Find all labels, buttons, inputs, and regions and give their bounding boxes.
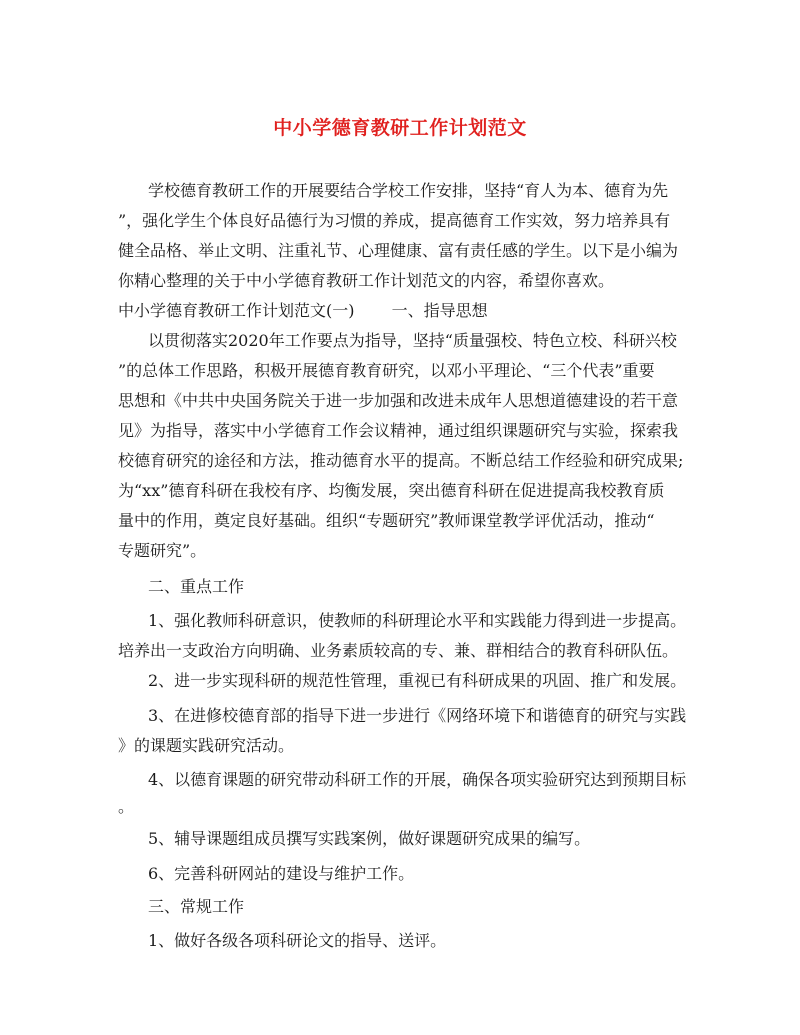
paragraph-line: 。 [118, 797, 135, 816]
paragraph-line: 为“xx”德育科研在我校有序、均衡发展，突出德育科研在促进提高我校教育质 [118, 481, 665, 500]
paragraph-line: ”，强化学生个体良好品德行为习惯的养成，提高德育工作实效，努力培养具有 [118, 211, 671, 230]
document-title: 中小学德育教研工作计划范文 [273, 117, 527, 139]
paragraph-line: 健全品格、举止文明、注重礼节、心理健康、富有责任感的学生。以下是小编为 [118, 241, 679, 260]
paragraph-line: 见》为指导，落实中小学德育工作会议精神，通过组织课题研究与实验，探索我 [118, 421, 679, 440]
paragraph-line: 专题研究”。 [118, 541, 207, 560]
paragraph-line: 思想和《中共中央国务院关于进一步加强和改进未成年人思想道德建设的若干意 [118, 391, 679, 410]
list-item: 4、以德育课题的研究带动科研工作的开展，确保各项实验研究达到预期目标 [148, 770, 687, 789]
paragraph-line: 》的课题实践研究活动。 [118, 736, 295, 755]
section-heading: 三、常规工作 [148, 897, 245, 916]
section-heading-line: 中小学德育教研工作计划范文(一) 一、指导思想 [118, 301, 488, 320]
paragraph-line: 培养出一支政治方向明确、业务素质较高的专、兼、群相结合的教育科研队伍。 [118, 641, 679, 660]
paragraph-line: 以贯彻落实2020年工作要点为指导，坚持“质量强校、特色立校、科研兴校 [148, 331, 677, 350]
paragraph-line: 校德育研究的途径和方法，推动德育水平的提高。不断总结工作经验和研究成果; [118, 451, 684, 470]
list-item: 5、辅导课题组成员撰写实践案例，做好课题研究成果的编写。 [148, 829, 591, 848]
list-item: 6、完善科研网站的建设与维护工作。 [148, 864, 415, 883]
list-item: 1、强化教师科研意识，使教师的科研理论水平和实践能力得到进一步提高。 [148, 611, 687, 630]
list-item: 2、进一步实现科研的规范性管理，重视已有科研成果的巩固、推广和发展。 [148, 671, 687, 690]
paragraph-line: 学校德育教研工作的开展要结合学校工作安排，坚持“育人为本、德育为先 [148, 181, 669, 200]
paragraph-line: ”的总体工作思路，积极开展德育教育研究，以邓小平理论、“三个代表”重要 [118, 361, 655, 380]
list-item: 3、在进修校德育部的指导下进一步进行《网络环境下和谐德育的研究与实践 [148, 706, 687, 725]
paragraph-line: 你精心整理的关于中小学德育教研工作计划范文的内容，希望你喜欢。 [118, 271, 615, 290]
section-heading: 二、重点工作 [148, 577, 245, 596]
list-item: 1、做好各级各项科研论文的指导、送评。 [148, 931, 447, 950]
paragraph-line: 量中的作用，奠定良好基础。组织“专题研究”教师课堂教学评优活动，推动“ [118, 511, 655, 530]
